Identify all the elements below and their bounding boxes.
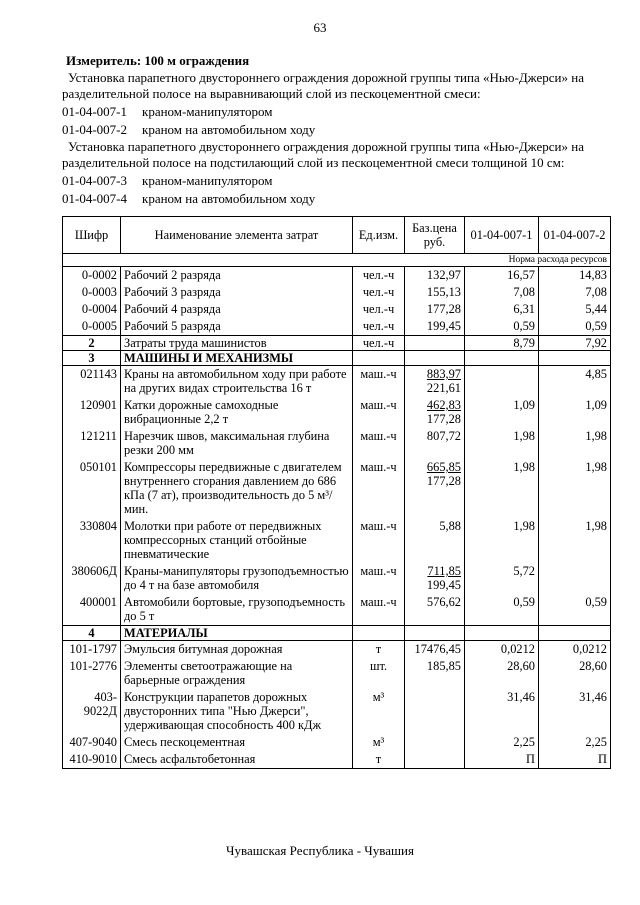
- cell-empty: [405, 626, 465, 641]
- col-header-code: Шифр: [63, 217, 121, 254]
- cell-unit: маш.-ч: [353, 428, 405, 459]
- cell-code: 050101: [63, 459, 121, 518]
- price-value: 155,13: [426, 285, 461, 299]
- cell-name: Автомобили бортовые, грузоподъемность до 5 т: [121, 594, 353, 626]
- table-row: [63, 459, 611, 518]
- price-value-secondary: 221,61: [426, 381, 461, 395]
- cell-price: [405, 459, 465, 518]
- cell-name: Смесь пескоцементная: [121, 734, 353, 751]
- cell-name: Рабочий 4 разряда: [121, 301, 353, 318]
- cell-unit: маш.-ч: [353, 459, 405, 518]
- cell-empty: [465, 626, 539, 641]
- price-value: 17476,45: [414, 642, 461, 656]
- table-row: [63, 397, 611, 428]
- price-header-line1: Баз.цена: [412, 221, 457, 235]
- list-item: [62, 173, 273, 189]
- cell-price: [405, 366, 465, 398]
- section-row: [63, 626, 611, 641]
- item-text: краном-манипулятором: [142, 104, 273, 119]
- table-row: [63, 641, 611, 659]
- cell-price: [405, 336, 465, 351]
- cell-empty: [539, 626, 611, 641]
- cell-price: [405, 658, 465, 689]
- price-value: 199,45: [426, 319, 461, 333]
- col-header-unit: Ед.изм.: [353, 217, 405, 254]
- intro-paragraph-2: Установка парапетного двустороннего ограждения дорожной группы типа «Нью-Джерси» на разделительной полосе на подстилающий слой из пескоцементной смеси толщиной 10 см:: [62, 139, 584, 170]
- cell-price: [405, 641, 465, 659]
- table-body: [63, 254, 611, 769]
- cell-unit: чел.-ч: [353, 284, 405, 301]
- cell-norm-1: 7,08: [465, 284, 539, 301]
- cell-norm-1: 0,59: [465, 318, 539, 336]
- col-header-price: [405, 217, 465, 254]
- cell-empty: [353, 626, 405, 641]
- resource-table: [62, 216, 611, 769]
- cell-unit: т: [353, 751, 405, 769]
- cell-unit: чел.-ч: [353, 336, 405, 351]
- cell-name: Компрессоры передвижные с двигателем внутреннего сгорания давлением до 686 кПа (7 ат), производительность до 5 м³/мин.: [121, 459, 353, 518]
- section-row: [63, 351, 611, 366]
- col-header-norm-1: 01-04-007-1: [465, 217, 539, 254]
- cell-norm-2: 2,25: [539, 734, 611, 751]
- cell-name: Рабочий 2 разряда: [121, 267, 353, 285]
- cell-unit: маш.-ч: [353, 563, 405, 594]
- table-row: [63, 267, 611, 285]
- table-row: [63, 734, 611, 751]
- col-header-name: Наименование элемента затрат: [121, 217, 353, 254]
- cell-name: Краны-манипуляторы грузоподъемностью до 4 т на базе автомобиля: [121, 563, 353, 594]
- cell-name: Эмульсия битумная дорожная: [121, 641, 353, 659]
- table-header-row: [63, 217, 611, 254]
- price-value: 576,62: [426, 595, 461, 609]
- cell-norm-1: 2,25: [465, 734, 539, 751]
- cell-norm-2: 1,98: [539, 518, 611, 563]
- cell-empty: [405, 351, 465, 366]
- list-item: [62, 104, 273, 120]
- cell-norm-1: 5,72: [465, 563, 539, 594]
- price-value: 177,28: [426, 302, 461, 316]
- cell-code: 120901: [63, 397, 121, 428]
- cell-name: Затраты труда машинистов: [121, 336, 353, 351]
- price-value: 185,85: [426, 659, 461, 673]
- cell-name: Рабочий 5 разряда: [121, 318, 353, 336]
- price-value: 5,88: [439, 519, 461, 533]
- cell-name: Краны на автомобильном ходу при работе на других видах строительства 16 т: [121, 366, 353, 398]
- cell-norm-1: 31,46: [465, 689, 539, 734]
- cell-norm-1: 0,59: [465, 594, 539, 626]
- item-code: 01-04-007-2: [62, 122, 127, 137]
- cell-price: [405, 284, 465, 301]
- price-value-secondary: 177,28: [426, 412, 461, 426]
- cell-code: 2: [63, 336, 121, 351]
- cell-norm-1: 8,79: [465, 336, 539, 351]
- table-row: [63, 366, 611, 398]
- table-row: [63, 689, 611, 734]
- cell-name: Элементы светоотражающие на барьерные ограждения: [121, 658, 353, 689]
- item-code: 01-04-007-3: [62, 173, 127, 188]
- cell-norm-1: 1,98: [465, 428, 539, 459]
- cell-norm-2: 0,59: [539, 318, 611, 336]
- cell-norm-1: 1,09: [465, 397, 539, 428]
- table-row: [63, 301, 611, 318]
- price-value-secondary: 199,45: [426, 578, 461, 592]
- cell-code: 0-0003: [63, 284, 121, 301]
- cell-norm-2: 0,0212: [539, 641, 611, 659]
- cell-norm-2: П: [539, 751, 611, 769]
- meter-heading: Измеритель: 100 м ограждения: [66, 53, 250, 68]
- cell-code: 380606Д: [63, 563, 121, 594]
- price-value: 665,85: [426, 460, 461, 474]
- cell-norm-1: 0,0212: [465, 641, 539, 659]
- cell-price: [405, 563, 465, 594]
- cell-unit: маш.-ч: [353, 397, 405, 428]
- cell-code: 101-2776: [63, 658, 121, 689]
- intro-paragraph-1: Установка парапетного двустороннего ограждения дорожной группы типа «Нью-Джерси» на разделительной полосе на выравнивающий слой из пескоцементной смеси:: [62, 70, 584, 101]
- cell-code: 4: [63, 626, 121, 641]
- price-value: 807,72: [426, 429, 461, 443]
- list-item: [62, 191, 315, 207]
- col-header-norm-2: 01-04-007-2: [539, 217, 611, 254]
- table-row: [63, 318, 611, 336]
- cell-price: [405, 689, 465, 734]
- cell-empty: [465, 351, 539, 366]
- cell-name: Конструкции парапетов дорожных двусторонних типа "Нью Джерси", удерживающая способность 400 кДж: [121, 689, 353, 734]
- item-code: 01-04-007-1: [62, 104, 127, 119]
- cell-name: Молотки при работе от передвижных компрессорных станций отбойные пневматические: [121, 518, 353, 563]
- table-row: [63, 751, 611, 769]
- page-footer: Чувашская Республика - Чувашия: [226, 843, 414, 858]
- cell-norm-1: 6,31: [465, 301, 539, 318]
- cell-price: [405, 428, 465, 459]
- cell-price: [405, 397, 465, 428]
- cell-unit: шт.: [353, 658, 405, 689]
- cell-price: [405, 734, 465, 751]
- price-value: 711,85: [427, 564, 461, 578]
- cell-price: [405, 518, 465, 563]
- cell-norm-2: 7,08: [539, 284, 611, 301]
- page-number: 63: [313, 20, 327, 35]
- cell-norm-1: 28,60: [465, 658, 539, 689]
- cell-norm-2: 5,44: [539, 301, 611, 318]
- cell-price: [405, 301, 465, 318]
- cell-unit: маш.-ч: [353, 366, 405, 398]
- item-text: краном на автомобильном ходу: [142, 122, 316, 137]
- cell-code: 021143: [63, 366, 121, 398]
- cell-empty: [353, 351, 405, 366]
- table-row: [63, 284, 611, 301]
- cell-norm-1: [465, 366, 539, 398]
- cell-norm-2: 1,09: [539, 397, 611, 428]
- table-row: [63, 428, 611, 459]
- cell-unit: чел.-ч: [353, 301, 405, 318]
- cell-code: 0-0005: [63, 318, 121, 336]
- cell-unit: маш.-ч: [353, 594, 405, 626]
- cell-unit: м³: [353, 689, 405, 734]
- cell-norm-2: 0,59: [539, 594, 611, 626]
- cell-unit: м³: [353, 734, 405, 751]
- cell-norm-2: 31,46: [539, 689, 611, 734]
- cell-code: 330804: [63, 518, 121, 563]
- cell-code: 0-0002: [63, 267, 121, 285]
- cell-name: Катки дорожные самоходные вибрационные 2,2 т: [121, 397, 353, 428]
- cell-unit: маш.-ч: [353, 518, 405, 563]
- cell-name: Нарезчик швов, максимальная глубина резки 200 мм: [121, 428, 353, 459]
- cell-code: 101-1797: [63, 641, 121, 659]
- price-value: 462,83: [426, 398, 461, 412]
- table-row: [63, 563, 611, 594]
- price-value: 132,97: [426, 268, 461, 282]
- norm-label-row: [63, 254, 611, 267]
- cell-unit: чел.-ч: [353, 318, 405, 336]
- table-row: [63, 518, 611, 563]
- price-header-line2: руб.: [423, 235, 446, 249]
- table-row: [63, 658, 611, 689]
- cell-norm-1: 16,57: [465, 267, 539, 285]
- cell-norm-2: 4,85: [539, 366, 611, 398]
- cell-code: 121211: [63, 428, 121, 459]
- cell-code: 3: [63, 351, 121, 366]
- cell-price: [405, 267, 465, 285]
- cell-code: 407-9040: [63, 734, 121, 751]
- cell-price: [405, 594, 465, 626]
- cell-empty: [539, 351, 611, 366]
- cell-name: МАШИНЫ И МЕХАНИЗМЫ: [121, 351, 353, 366]
- cell-norm-2: [539, 563, 611, 594]
- cell-norm-2: 1,98: [539, 459, 611, 518]
- cell-code: 410-9010: [63, 751, 121, 769]
- cell-norm-2: 14,83: [539, 267, 611, 285]
- item-text: краном на автомобильном ходу: [142, 191, 316, 206]
- cell-unit: чел.-ч: [353, 267, 405, 285]
- cell-norm-1: 1,98: [465, 518, 539, 563]
- table-row: [63, 594, 611, 626]
- cell-price: [405, 751, 465, 769]
- price-value-secondary: 177,28: [426, 474, 461, 488]
- item-code: 01-04-007-4: [62, 191, 127, 206]
- item-text: краном-манипулятором: [142, 173, 273, 188]
- norm-label: Норма расхода ресурсов: [63, 254, 611, 267]
- price-value: 883,97: [426, 367, 461, 381]
- cell-price: [405, 318, 465, 336]
- cell-norm-1: 1,98: [465, 459, 539, 518]
- cell-name: МАТЕРИАЛЫ: [121, 626, 353, 641]
- cell-code: 400001: [63, 594, 121, 626]
- cell-norm-2: 7,92: [539, 336, 611, 351]
- cell-unit: т: [353, 641, 405, 659]
- cell-code: 403-9022Д: [63, 689, 121, 734]
- cell-name: Смесь асфальтобетонная: [121, 751, 353, 769]
- table-row: [63, 336, 611, 351]
- cell-name: Рабочий 3 разряда: [121, 284, 353, 301]
- cell-norm-1: П: [465, 751, 539, 769]
- list-item: [62, 122, 315, 138]
- cell-norm-2: 1,98: [539, 428, 611, 459]
- cell-norm-2: 28,60: [539, 658, 611, 689]
- cell-code: 0-0004: [63, 301, 121, 318]
